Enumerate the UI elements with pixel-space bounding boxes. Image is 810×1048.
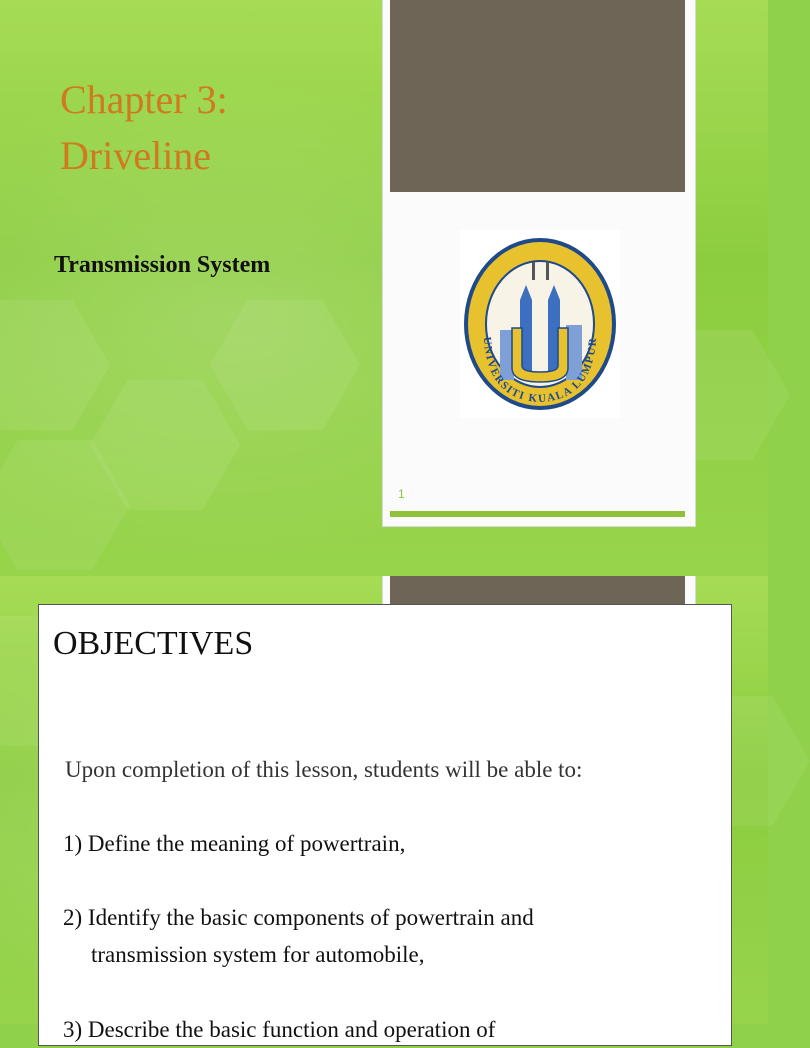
objective-item-text: 1) Define the meaning of powertrain, xyxy=(63,831,406,856)
slide-2 xyxy=(0,576,768,1042)
objective-item-3 xyxy=(63,1011,495,1048)
background-hexagon xyxy=(0,300,110,430)
objective-item-1 xyxy=(63,825,405,862)
background-hexagon xyxy=(210,300,360,430)
chapter-title-line-1: Chapter 3: xyxy=(60,77,228,122)
objective-item-2 xyxy=(63,899,534,973)
objective-item-continuation: transmission system for automobile, xyxy=(91,942,425,967)
side-panel-header xyxy=(390,0,685,192)
objectives-heading: OBJECTIVES xyxy=(53,625,254,662)
university-logo-emblem xyxy=(460,230,620,418)
objective-item-text: 2) Identify the basic components of powertrain and xyxy=(63,905,534,930)
chapter-title-line-2: Driveline xyxy=(60,133,212,178)
slide-number: 1 xyxy=(398,487,405,501)
objectives-box xyxy=(38,604,732,1046)
university-logo xyxy=(460,230,620,418)
slide-subtitle: Transmission System xyxy=(54,252,271,278)
chapter-title xyxy=(60,72,228,184)
objective-item-text: 3) Describe the basic function and operation of xyxy=(63,1017,496,1042)
logo-ring-text: UNIVERSITI KUALA LUMPUR xyxy=(480,336,600,406)
objectives-intro: Upon completion of this lesson, students will be able to: xyxy=(65,757,583,782)
accent-bar xyxy=(390,511,685,517)
